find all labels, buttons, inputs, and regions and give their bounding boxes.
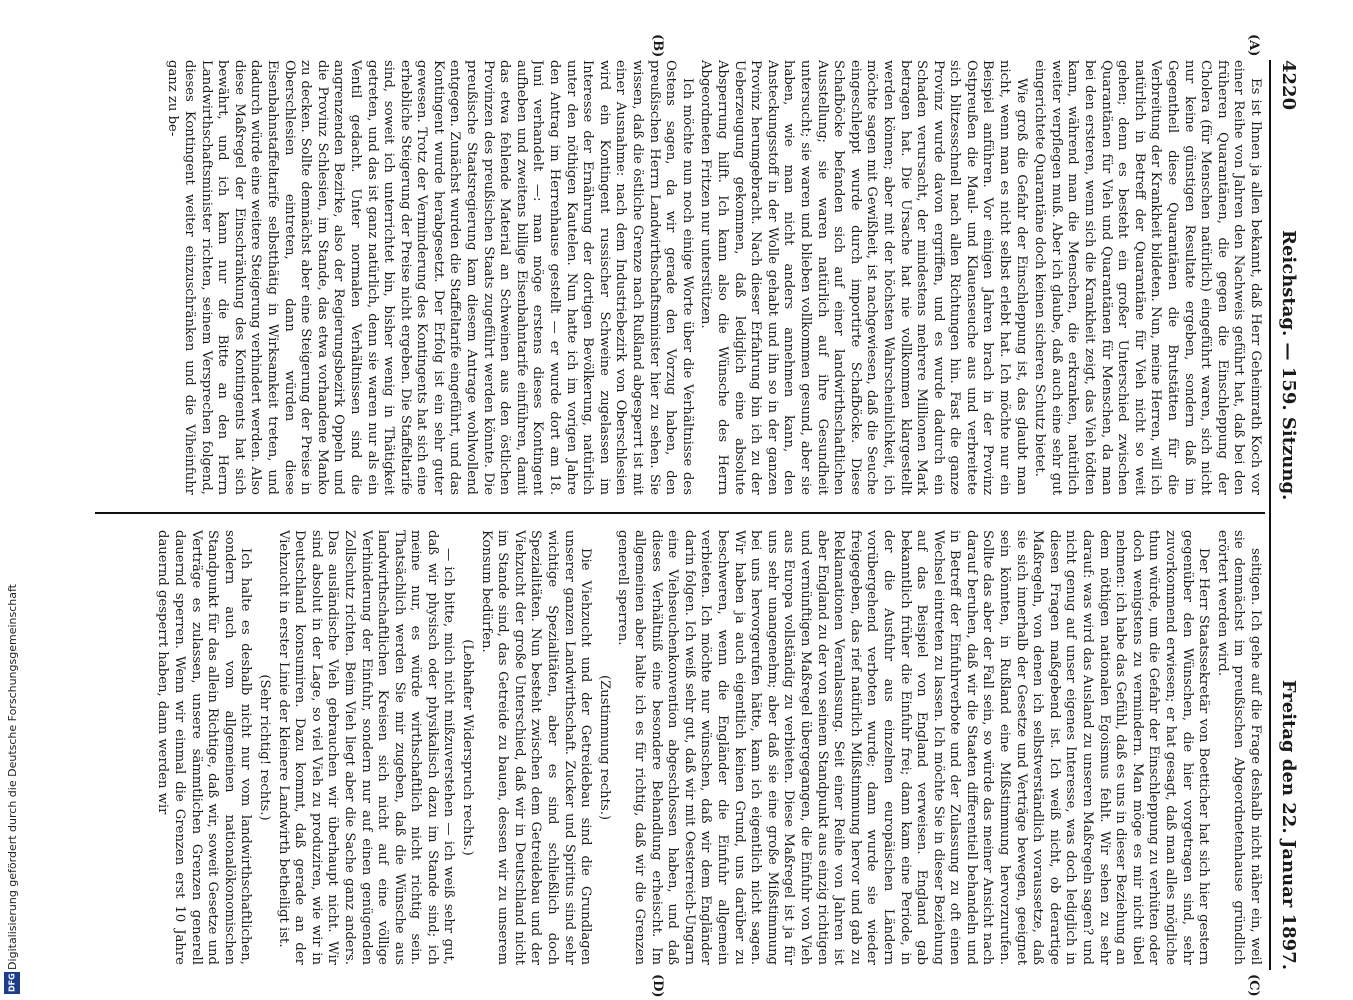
right-column — [103, 530, 1263, 965]
margin-marker-a: (A) — [1246, 34, 1261, 57]
interjection: (Lebhafter Widerspruch rechts.) — [460, 639, 476, 856]
paragraph: Wie groß die Gefahr der Einschleppung ist, das glaubt man nicht, wenn man es nicht selbst erlebt hat. Ich möchte nur ein Beispiel anführen. Vor einigen Jahren brach in der Provinz Ostpreußen die Maul- und Klauenseuche aus und verbreitete sich blitzesschnell nach allen Richtungen hin. Fast die ganze Provinz wurde davon ergriffen, und es wurde dadurch ein Schaden verursacht, der mindestens mehrere Millionen Mark betragen hat. Die Ursache hat nie vollkommen klargestellt werden können; aber mit der höchsten Wahrscheinlichkeit, ich möchte sagen mit Gewißheit, ist nachgewiesen, daß die Seuche eingeschleppt wurde durch importirte Schafböcke. Diese Schafböcke befanden sich auf einer landwirthschaftlichen Ausstellung; sie waren natürlich auf ihre Gesundheit untersucht; sie waren und blieben vollkommen gesund, aber sie haben, wie man nicht anders annehmen kann, den Ansteckungsstoff in der Wolle gehabt und ihn so in der ganzen Provinz herumgebracht. Nach dieser Erfahrung bin ich zu der Ueberzeugung gekommen, daß lediglich eine absolute Absperrung hilft. Ich kann also die Wünsche des Herrn Abgeordneten Fritzen nur unterstützen. — [698, 60, 1029, 495]
paragraph: — ich bitte, mich nicht mißzuverstehen — ich weiß sehr gut, daß wir physisch oder physikalisch dazu im Stande sind; ich meine nur, es würde wirthschaftlich nicht richtig sein. Thatsächlich werden Sie mir zugeben, daß die Wünsche aus landwirthschaftlichen Kreisen sich nicht auf eine völlige Verhinderung der Einfuhr, sondern nur auf einen genügenden Zollschutz richten. Beim Vieh liegt aber die Sache ganz anders. Das ausländische Vieh gebrauchen wir überhaupt nicht. Wir sind absolut in der Lage, so viel Vieh zu produziren, wie wir in Deutschland konsumiren. Dazu kommt, daß gerade an der Viehzucht in erster Linie der kleinere Landwirth betheiligt ist. — [275, 530, 457, 965]
page-number: 4220 — [1278, 60, 1299, 111]
margin-marker-c: (C) — [1246, 974, 1261, 997]
newspaper-page — [90, 34, 1305, 998]
credit-text: Digitalisierung gefördert durch die Deutsche Forschungsgemeinschaft — [5, 584, 19, 970]
column-divider — [95, 512, 1265, 514]
page-header — [1269, 60, 1305, 970]
session-date: Freitag den 22. Januar 1897. — [1278, 679, 1299, 970]
paragraph: seitigen. Ich gehe auf die Frage deshalb nicht näher ein, weil sie demnächst im preußischen Abgeordnetenhause gründlich erörtert werden wird. — [1214, 530, 1263, 965]
margin-marker-d: (D) — [650, 974, 665, 998]
digitization-credit — [0, 0, 24, 1000]
left-column — [103, 60, 1263, 495]
session-title: Reichstag. — 159. Sitzung. — [1278, 230, 1299, 501]
paragraph: Ich möchte nun noch einige Worte über die Verhältnisse des Ostens sagen, da wir gerade den Vorzug haben, den preußischen Herrn Landwirthschaftsminister hier zu sehen. Sie wissen, daß die östliche Grenze nach Rußland abgesperrt ist mit einer Ausnahme: nach dem Industriebezirk von Oberschlesien wird ein Kontingent russischer Schweine zugelassen im Interesse der Ernährung der dortigen Bevölkerung, natürlich unter den nöthigen Kautelen. Nun hatte ich im vorigen Jahre den Antrag im Herrenhause gestellt — er wurde dort am 18. Juni verhandelt —: man möge erstens dieses Kontingent aufheben und zweitens billige Eisenbahntarife einführen, damit das etwa fehlende Material an Schweinen aus den östlichen Provinzen des preußischen Staats zugeführt werden könnte. Die preußische Staatsregierung kam diesem Antrage wohlwollend entgegen. Zunächst wurden die Staffeltarife eingeführt, und das Kontingent wurde herabgesetzt. Der Erfolg ist ein sehr guter gewesen. Trotz der Verminderung des Kontingents hat sich eine erhebliche Steigerung der Preise nicht ergeben. Die Staffeltarife sind, soweit ich unterrichtet bin, bisher wenig in Thätigkeit getreten, und das ist ganz natürlich, denn sie waren nur als ein Ventil gedacht. Unter normalen Verhältnissen sind die angrenzenden Bezirke, also der Regierungsbezirk Oppeln und die Provinz Schlesien, im Stande, das etwa vorhandene Manko zu decken. Sollte demnächst aber eine Steigerung der Preise in Oberschlesien eintreten, dann würden diese Eisenbahnstaffeltarife selbstthätig in Wirksamkeit treten, und dadurch würde eine weitere Steigerung verhindert werden. Also diese Maßregel der Einschränkung des Kontingents hat sich bewährt, und ich kann nur die Bitte an den Herrn Landwirthschaftsminister richten, seinem Versprechen folgend, dieses Kontingent weiter einzuschränken und die Viheinfuhr ganz zu be- — [165, 60, 695, 495]
paragraph: Es ist Ihnen ja allen bekannt, daß Herr Geheimrath Koch vor einer Reihe von Jahren den Nachweis geführt hat, daß bei den früheren Quarantänen, die gegen die Einschleppung der Cholera (für Menschen natürlich) eingeführt waren, sich nicht nur keine günstigen Resultate ergeben, sondern daß im Gegentheil diese Quarantänen die Brutstätten für die Verbreitung der Krankheit bildeten. Nun, meine Herren, will ich natürlich in Betreff der Quarantäne für Vieh nicht so weit gehen; denn es besteht ein großer Unterschied zwischen Quarantänen für Vieh und Quarantänen für Menschen, da man bei den ersteren, wenn sich die Krankheit zeigt, das Vieh tödten kann, während man die Menschen, die erkranken, natürlich weiter verpflegen muß. Aber ich glaube, daß auch eine sehr gut eingerichtete Quarantäne doch keinen sicheren Schutz bietet. — [1032, 60, 1263, 495]
interjection: (Zustimmung rechts.) — [596, 674, 612, 821]
paragraph: Ich halte es deshalb nicht nur vom landwirthschaftlichen, sondern auch vom allgemeinen nationalökonomischen Standpunkt für das allein Richtige, daß wir, soweit Gesetze und Verträge es zulassen, unsere sämmtlichen Grenzen generell dauernd sperren. Wenn wir einmal die Grenzen erst 10 Jahre dauernd gesperrt haben, dann werden wir — [155, 530, 254, 965]
paragraph: Der Herr Staatssekretär von Boetticher hat sich hier gestern gegenüber den Wünschen, die hier vorgetragen sind, sehr zuvorkommend erwiesen; er hat gesagt, daß man alles mögliche thun würde, um die Gefahr der Einschleppung zu verhüten oder doch wenigstens zu vermindern. Man möge es mir nicht übel nehmen: ich habe das Gefühl, daß es uns in dieser Beziehung an dem nöthigen nationalen Egoismus fehlt. Wir sehen zu sehr darauf: was wird das Ausland zu unseren Maßregeln sagen? und nicht genug auf unser eigenes Interesse, was doch lediglich in diesen Fragen maßgebend ist. Ich weiß nicht, ob derartige Maßregeln, von denen ich selbstverständlich voraussetze, daß sie sich innerhalb der Gesetze und Verträge bewegen, geeignet sein könnten, in Rußland eine Mißstimmung hervorzurufen. Sollte das aber der Fall sein, so würde das meiner Ansicht nach darauf beruhen, daß wir die Staaten differentiell behandeln und in Betreff der Einfuhrverbote und der Zulassung zu oft einen Wechsel eintreten zu lassen. Ich möchte Sie in dieser Beziehung auf das Beispiel von England verweisen. England gab bekanntlich früher die Einfuhr frei; dann kam eine Periode, in der die Ausfuhr aus einzelnen europäischen Ländern vorübergehend verboten wurde; dann wurde sie wieder freigegeben, das rief natürlich Mißstimmung hervor und gab zu Reklamationen Veranlassung. Seit einer Reihe von Jahren ist aber England zu der von seinem Standpunkt aus einzig richtigen und vernünftigen Maßregel übergegangen, die Einfuhr von Vieh aus Europa vollständig zu verbieten. Diese Maßregel ist ja für uns sehr unangenehm; aber daß sie eine große Mißstimmung bei uns hervorgerufen hätte, kann ich eigentlich nicht sagen. Wir haben ja auch eigentlich keinen Grund, uns darüber zu beschweren, wenn die Engländer die Einfuhr allgemein verbieten. Ich möchte nur wünschen, daß wir dem Engländer darin folgen. Ich weiß sehr gut, daß wir mit Oesterreich-Ungarn eine Viehseuchenkonvention abgeschlossen haben, und daß dieses Verhältniß eine besondere Behandlung erheischt. Im allgemeinen aber halte ich es für richtig, daß wir die Grenzen generell sperren. — [615, 530, 1212, 965]
interjection: (Sehr richtig! rechts.) — [256, 674, 272, 821]
margin-marker-b: (B) — [650, 34, 665, 58]
paragraph: Die Viehzucht und der Getreidebau sind die Grundlagen unserer ganzen Landwirthschaft. Zucker und Spiritus sind sehr wichtige Spezialitäten, aber es sind schließlich doch Spezialitäten. Nun besteht zwischen dem Getreidebau und der Viehzucht der große Unterschied, daß wir in Deutschland nicht im Stande sind, das Getreide zu bauen, dessen wir zu unserem Konsum bedürfen. — [478, 530, 594, 965]
dfg-logo: DFG — [4, 972, 20, 994]
